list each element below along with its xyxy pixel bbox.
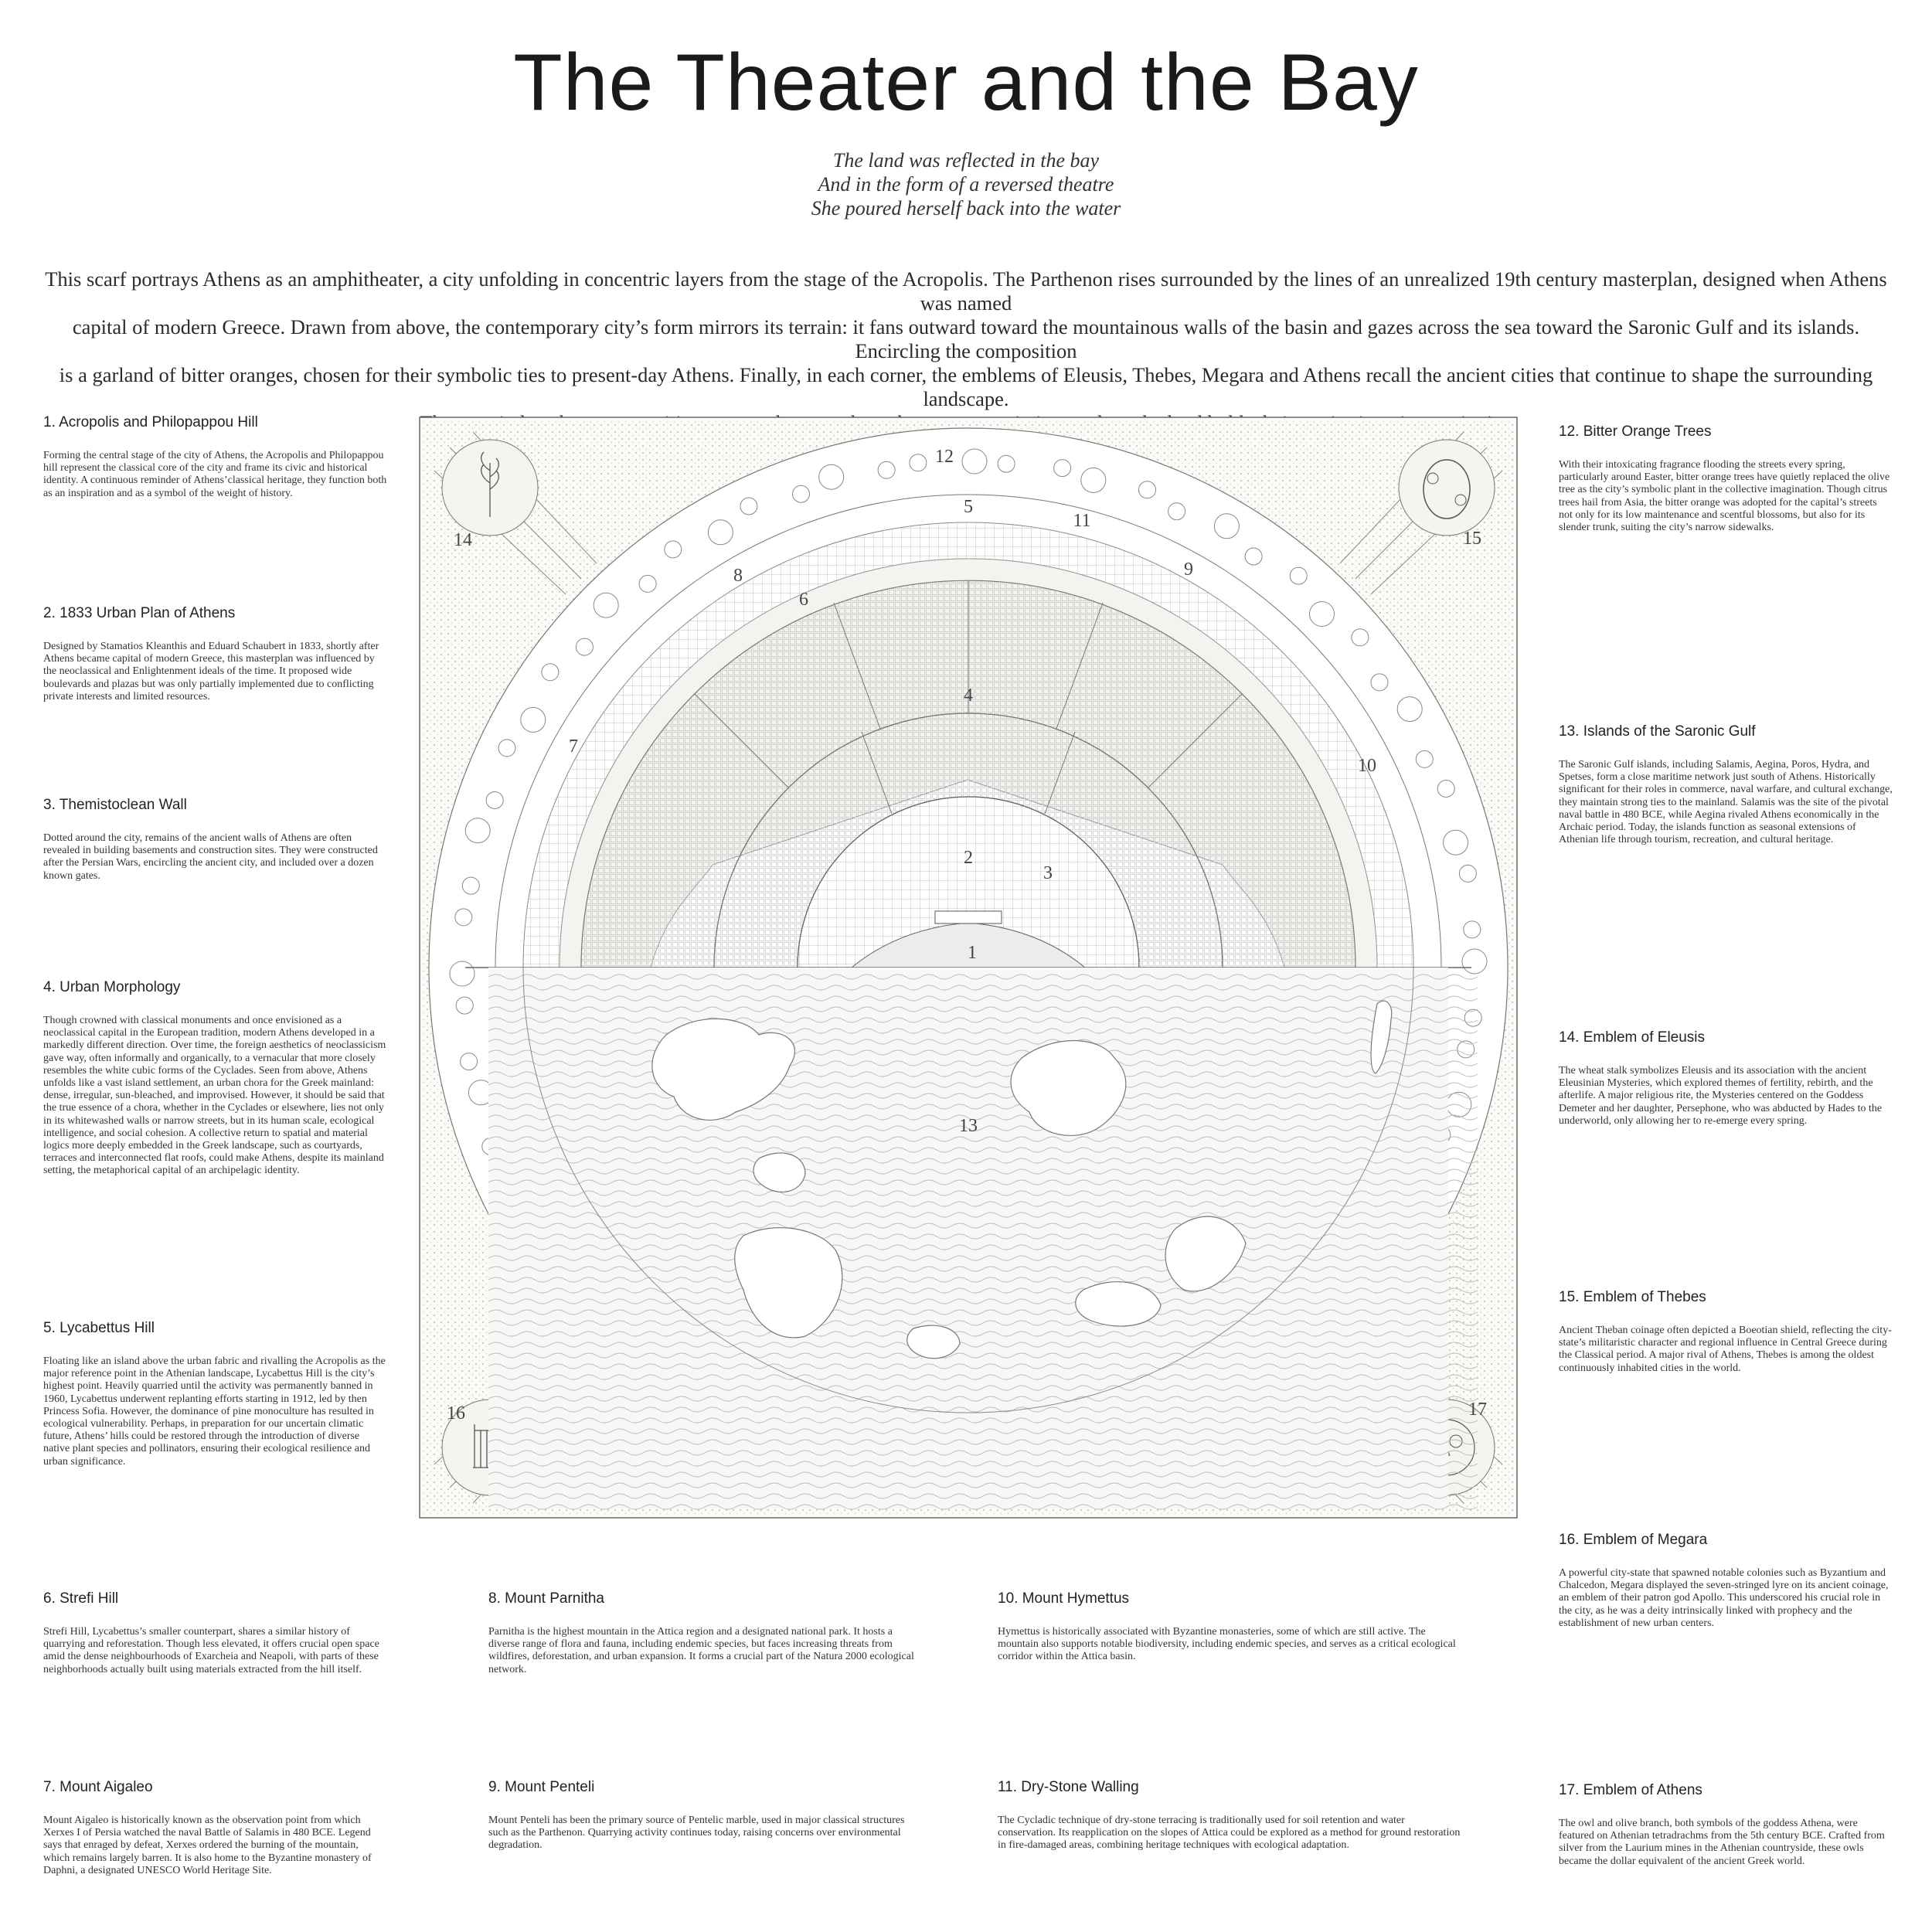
note-title: 2. 1833 Urban Plan of Athens <box>43 605 236 621</box>
note-strefi <box>43 1590 387 1676</box>
label-16: 16 <box>447 1403 465 1423</box>
note-text: Floating like an island above the urban fabric and rivalling the Acropolis as the major reference point in the Athenian landscape, Lycabettus Hill is the city’s highest point. Heavily quarried until the activity was permanently banned in 1960, Lycabettus underwent replanting efforts starting in 1912, led by then Princess Sofia. However, the dominance of pine monoculture has resulted in ecological vulnerability. Perhaps, in preparation for our uncertain climatic future, Athens’ hills could be restored through the introduction of diverse native plant species and pollinators, ensuring their ecological resilience and urban significance. <box>43 1355 386 1468</box>
note-text: Hymettus is historically associated with Byzantine monasteries, some of which are still active. The mountain also supports notable biodiversity, including endemic species, and serves as a critical ecological corridor within the Attica basin. <box>998 1626 1456 1663</box>
label-8: 8 <box>733 566 743 586</box>
note-text: Though crowned with classical monuments and once envisioned as a neoclassical capital in the European tradition, modern Athens developed in a markedly different direction. Over time, the foreign aesthetics of neoclassicism gave way, often informally and organically, to a vernacular that more closely resembles the white cubic forms of the Cyclades. Seen from above, Athens unfolds like a vast island settlement, an urban chora for the Greek mainland: dense, irregular, sun-bleached, and improvised. However, it should be said that the true essence of a chora, whether in the Cyclades or elsewhere, lies not only in its whitewashed walls or narrow streets, but in its human scale, ecological intelligence, and social cohesion. A collective return to spatial and material logics more deeply embedded in the Greek landscape, such as courtyards, terraces and interconnected flat roofs, could make Athens, despite its mainland setting, the metaphorical capital of an archipelagic identity. <box>43 1015 386 1177</box>
saronic-gulf-sea <box>488 968 1478 1509</box>
note-text: With their intoxicating fragrance flooding the streets every spring, particularly around Easter, bitter orange trees have quietly replaced the olive tree as the city’s symbolic plant in the collective imagination. Though citrus trees hail from Asia, the bitter orange was adopted for the capital’s streets not only for its low maintenance and scentful blossoms, but also for its slender trunk, suiting the city’s narrow sidewalks. <box>1559 459 1890 534</box>
note-urban-plan <box>43 605 387 703</box>
label-12: 12 <box>935 447 954 467</box>
note-title: 7. Mount Aigaleo <box>43 1779 153 1795</box>
note-text: A powerful city-state that spawned notable colonies such as Byzantium and Chalcedon, Megara displayed the seven-stringed lyre on its ancient coinage, an emblem of their patron god Apollo. This underscored his crucial role in the city, as he was a deity intrinsically linked with prophecy and the establishment of new urban centers. <box>1559 1567 1889 1629</box>
note-title: 3. Themistoclean Wall <box>43 797 187 813</box>
emblem-thebes <box>1399 440 1495 536</box>
note-text: Mount Aigaleo is historically known as the observation point from which Xerxes I of Persia watched the naval Battle of Salamis in 480 BCE. Legend says that enraged by defeat, Xerxes ordered the burning of the mountain, which remains largely barren. It is also home to the Byzantine monastery of Daphni, a designated UNESCO World Heritage Site. <box>43 1815 372 1876</box>
note-title: 13. Islands of the Saronic Gulf <box>1559 723 1756 740</box>
note-bitter-orange <box>1559 423 1893 534</box>
emblem-eleusis <box>442 440 538 536</box>
note-lycabettus <box>43 1320 387 1468</box>
poem-line: The land was reflected in the bay <box>832 149 1100 172</box>
note-eleusis <box>1559 1029 1893 1128</box>
note-text: The Cycladic technique of dry-stone terracing is traditionally used for soil retention and water conservation. Its reapplication on the slopes of Attica could be explored as a method for ground restoration in fire-damaged areas, combining heritage techniques with ecological adaptation. <box>998 1815 1461 1852</box>
poem <box>0 148 1932 220</box>
note-title: 11. Dry-Stone Walling <box>998 1779 1139 1795</box>
label-7: 7 <box>569 736 578 757</box>
intro-paragraph <box>43 267 1889 435</box>
intro-line: is a garland of bitter oranges, chosen for their symbolic ties to present-day Athens. Finally, in each corner, the emblems of Eleusis, Thebes, Megara and Athens recall the ancient cities that continue to shape the surrounding landscape. <box>59 363 1873 410</box>
note-title: 14. Emblem of Eleusis <box>1559 1029 1706 1046</box>
note-aigaleo <box>43 1779 387 1877</box>
note-themistoclean-wall <box>43 797 387 883</box>
note-title: 4. Urban Morphology <box>43 979 181 995</box>
note-hymettus <box>998 1590 1461 1664</box>
note-megara <box>1559 1532 1893 1630</box>
label-2: 2 <box>964 848 973 868</box>
note-title: 12. Bitter Orange Trees <box>1559 423 1712 440</box>
note-dry-stone <box>998 1779 1461 1852</box>
note-text: The Saronic Gulf islands, including Salamis, Aegina, Poros, Hydra, and Spetses, form a close maritime network just south of Athens. Historically significant for their roles in commerce, naval warfare, and cultural exchange, they maintain strong ties to the mainland. Salamis was the site of the pivotal naval battle in 480 BCE, while Aegina rivaled Athens economically in the Archaic period. Today, the islands function as seasonal extensions of Athenian life through tourism, recreation, and cultural heritage. <box>1559 759 1893 846</box>
note-thebes <box>1559 1289 1893 1375</box>
note-parnitha <box>488 1590 921 1676</box>
note-title: 6. Strefi Hill <box>43 1590 119 1607</box>
note-text: Mount Penteli has been the primary source of Pentelic marble, used in major classical structures such as the Parthenon. Quarrying activity continues today, raising concerns over environmental degradation. <box>488 1815 905 1852</box>
label-17: 17 <box>1468 1400 1487 1420</box>
note-text: Dotted around the city, remains of the ancient walls of Athens are often revealed in building basements and construction sites. They were constructed after the Persian Wars, encircling the ancient city, and included over a dozen known gates. <box>43 832 378 882</box>
label-15: 15 <box>1463 529 1481 549</box>
label-3: 3 <box>1043 863 1053 883</box>
parthenon <box>935 911 1002 923</box>
note-title: 9. Mount Penteli <box>488 1779 595 1795</box>
label-6: 6 <box>799 590 808 610</box>
label-10: 10 <box>1358 756 1376 776</box>
label-9: 9 <box>1184 560 1193 580</box>
label-14: 14 <box>454 530 472 550</box>
note-text: Forming the central stage of the city of Athens, the Acropolis and Philopappou hill represent the classical core of the city and frame its civic and historical identity. A continuous reminder of Athens’classical heritage, they function both as an inspiration and as a symbol of the weight of history. <box>43 450 387 499</box>
poem-line: She poured herself back into the water <box>811 197 1121 219</box>
note-urban-morphology <box>43 979 387 1178</box>
note-text: The wheat stalk symbolizes Eleusis and its association with the ancient Eleusinian Mysteries, which explored themes of fertility, rebirth, and the afterlife. A major religious rite, the Mysteries centered on the Goddess Demeter and her daughter, Persephone, who was abducted by Hades to the underworld, only allowing her to re-emerge every spring. <box>1559 1065 1883 1127</box>
label-5: 5 <box>964 497 973 517</box>
note-saronic-islands <box>1559 723 1893 846</box>
note-title: 16. Emblem of Megara <box>1559 1532 1708 1548</box>
label-4: 4 <box>964 685 973 706</box>
note-title: 15. Emblem of Thebes <box>1559 1289 1706 1305</box>
note-title: 17. Emblem of Athens <box>1559 1782 1702 1798</box>
note-text: Ancient Theban coinage often depicted a Boeotian shield, reflecting the city-state’s militaristic character and regional influence in Central Greece during the Classical period. A major rival of Athens, Thebes is among the oldest continuously inhabited cities in the world. <box>1559 1325 1892 1374</box>
note-text: Parnitha is the highest mountain in the Attica region and a designated national park. It hosts a diverse range of flora and fauna, including endemic species, but faces increasing threats from wildfires, deforestation, and urban expansion. It forms a crucial part of the Natura 2000 ecological network. <box>488 1626 914 1675</box>
amphitheater-illustration <box>419 417 1518 1519</box>
label-1: 1 <box>968 943 977 963</box>
poem-line: And in the form of a reversed theatre <box>818 173 1114 196</box>
page-title: The Theater and the Bay <box>513 38 1419 128</box>
note-penteli <box>488 1779 921 1852</box>
note-athens-emblem <box>1559 1782 1893 1868</box>
note-text: Strefi Hill, Lycabettus’s smaller counterpart, shares a similar history of quarrying and reforestation. Though less elevated, it offers crucial open space amid the dense neighbourhoods of Exarcheia and Neapoli, with parts of these neighborhoods actually built using materials extracted from the hill itself. <box>43 1626 379 1675</box>
intro-line: This scarf portrays Athens as an amphitheater, a city unfolding in concentric layers from the stage of the Acropolis. The Parthenon rises surrounded by the lines of an unrealized 19th century masterplan, designed when Athens was named <box>45 267 1887 315</box>
intro-line: capital of modern Greece. Drawn from above, the contemporary city’s form mirrors its terrain: it fans outward toward the mountainous walls of the basin and gazes across the sea toward the Saronic Gulf and its islands. Encircling the composition <box>72 315 1860 362</box>
note-title: 10. Mount Hymettus <box>998 1590 1130 1607</box>
note-acropolis <box>43 414 387 500</box>
label-13: 13 <box>959 1116 978 1136</box>
note-text: Designed by Stamatios Kleanthis and Eduard Schaubert in 1833, shortly after Athens became capital of modern Greece, this masterplan was influenced by the neoclassical and Enlightenment ideals of the time. It proposed wide boulevards and plazas but was only partially implemented due to conflicting private interests and limited resources. <box>43 641 379 702</box>
label-11: 11 <box>1073 511 1091 531</box>
note-text: The owl and olive branch, both symbols of the goddess Athena, were featured on Athenian tetradrachms from the 5th century BCE. Crafted from silver from the Laurium mines in the Athenian countryside, these owls became the dollar equivalent of the ancient Greek world. <box>1559 1818 1885 1867</box>
note-title: 5. Lycabettus Hill <box>43 1320 155 1336</box>
note-title: 8. Mount Parnitha <box>488 1590 604 1607</box>
note-title: 1. Acropolis and Philopappou Hill <box>43 414 258 430</box>
